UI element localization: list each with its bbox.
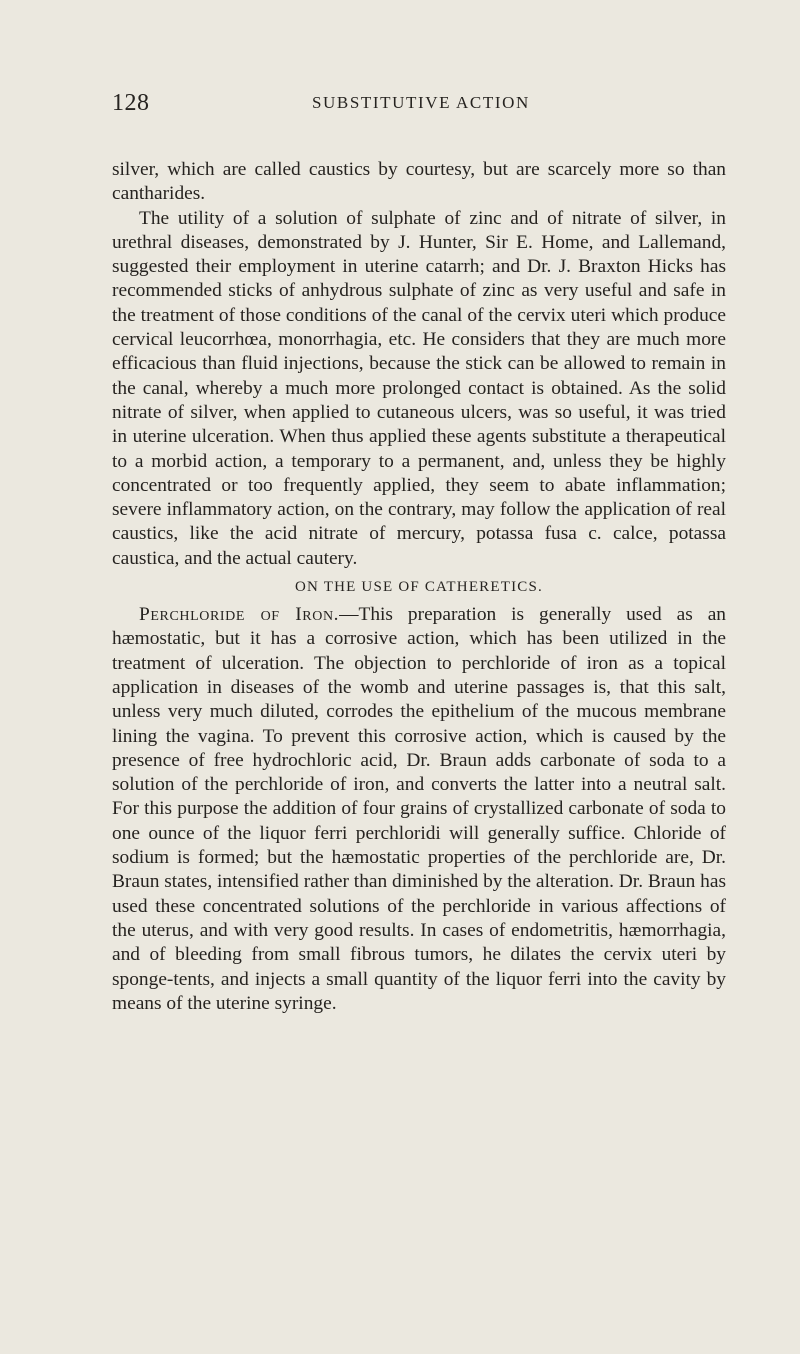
section-heading: ON THE USE OF CATHERETICS. (294, 579, 544, 596)
paragraph-perchloride-text: —This preparation is generally used as an hæmostatic, but it has a corrosive action, which has been utilized in the treatment of ulceration. The objection to perchloride of iron as a topical application in diseases of the womb and uterine passages is, that this salt, unless very much diluted, corrodes the epithelium of the mucous membrane lining the vagina. To prevent this corrosive action, which is caused by the presence of free hydrochloric acid, Dr. Braun adds carbonate of soda to a solution of the perchloride of iron, and converts the latter into a neutral salt. For this purpose the addition of four grains of crystallized carbonate of soda to one ounce of the liquor ferri perchloridi will generally suffice. Chloride of sodium is formed; but the hæmostatic properties of the perchloride are, Dr. Braun states, intensified rather than diminished by the alteration. Dr. Braun has used these concentrated solutions of the perchloride in various affections of the uterus, and with very good results. In cases of endometritis, hæmorrhagia, and of bleeding from small fibrous tumors, he dilates the cervix uteri by sponge-tents, and injects a small quantity of the liquor ferri into the cavity by means of the uterine syringe. (112, 604, 727, 1014)
page-number: 128 (112, 90, 150, 116)
running-head (112, 85, 726, 121)
body-text (112, 158, 726, 1016)
running-title: SUBSTITUTIVE ACTION (312, 93, 530, 112)
paragraph-lead-term: Perchloride of Iron. (139, 604, 340, 626)
paragraph-zinc-nitrate: The utility of a solution of sulphate of zinc and of nitrate of silver, in urethral diseases, demonstrated by J. Hunter, Sir E. Home, and Lallemand, suggested their employment in uterine catarrh; and Dr. J. Braxton Hicks has recommended sticks of anhydrous sulphate of zinc as very useful and safe in the treatment of those conditions of the canal of the cervix uteri which produce cervical leucorrhœa, monorrhagia, etc. He considers that they are much more efficacious than fluid injections, because the stick can be allowed to remain in the canal, whereby a much more prolonged contact is obtained. As the solid nitrate of silver, when applied to cutaneous ulcers, was so useful, it was tried in uterine ulceration. When thus applied these agents substitute a therapeutical to a morbid action, a temporary to a permanent, and, unless they be highly concentrated or too frequently applied, they seem to abate inflammation; severe inflammatory action, on the contrary, may follow the application of real caustics, like the acid nitrate of mercury, potassa fusa c. calce, potassa caustica, and the actual cautery. (112, 207, 726, 569)
paragraph-continuation: silver, which are called caustics by courtesy, but are scarcely more so than cantharides. (112, 159, 726, 205)
paragraph-perchloride (112, 603, 726, 1016)
